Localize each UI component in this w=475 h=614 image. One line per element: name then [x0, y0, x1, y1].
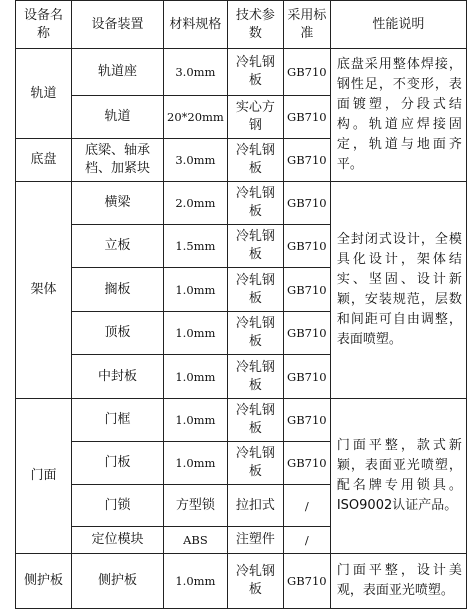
device-cell: 侧护板 — [72, 554, 164, 609]
device-cell: 立板 — [72, 225, 164, 268]
standard-cell: GB710 — [283, 355, 330, 399]
device-cell: 顶板 — [72, 312, 164, 355]
param-cell: 冷轧钢板 — [227, 442, 283, 485]
standard-cell: GB710 — [283, 49, 330, 96]
table-row — [16, 399, 467, 442]
param-cell: 注塑件 — [227, 527, 283, 554]
standard-cell: GB710 — [283, 312, 330, 355]
header-row — [16, 1, 467, 49]
standard-cell: GB710 — [283, 139, 330, 182]
param-cell: 冷轧钢板 — [227, 182, 283, 225]
standard-cell: GB710 — [283, 442, 330, 485]
param-cell: 实心方钢 — [227, 96, 283, 139]
param-cell: 冷轧钢板 — [227, 554, 283, 609]
header-device: 设备装置 — [72, 1, 164, 49]
category-cell: 底盘 — [16, 139, 72, 182]
table-row — [16, 49, 467, 96]
standard-cell: GB710 — [283, 96, 330, 139]
device-cell: 门框 — [72, 399, 164, 442]
material-cell: 1.0mm — [164, 312, 228, 355]
category-cell: 轨道 — [16, 49, 72, 139]
header-param: 技术参数 — [227, 1, 283, 49]
device-cell: 底梁、轴承档、加紧块 — [72, 139, 164, 182]
param-cell: 冷轧钢板 — [227, 49, 283, 96]
material-cell: 2.0mm — [164, 182, 228, 225]
device-cell: 门锁 — [72, 485, 164, 527]
device-cell: 轨道座 — [72, 49, 164, 96]
material-cell: 1.0mm — [164, 355, 228, 399]
header-material: 材料规格 — [164, 1, 228, 49]
device-cell: 横梁 — [72, 182, 164, 225]
equipment-spec-table — [15, 0, 467, 609]
material-cell: 1.0mm — [164, 442, 228, 485]
category-cell: 架体 — [16, 182, 72, 399]
header-category: 设备名称 — [16, 1, 72, 49]
standard-cell: GB710 — [283, 554, 330, 609]
param-cell: 冷轧钢板 — [227, 312, 283, 355]
performance-cell: 门面平整，设计美观，表面亚光喷塑。 — [330, 554, 466, 609]
performance-cell: 门面平整，款式新颖，表面亚光喷塑，配名牌专用锁具。ISO9002认证产品。 — [330, 399, 466, 554]
device-cell: 定位模块 — [72, 527, 164, 554]
standard-cell: GB710 — [283, 268, 330, 312]
table-row — [16, 182, 467, 225]
header-performance: 性能说明 — [330, 1, 466, 49]
device-cell: 中封板 — [72, 355, 164, 399]
standard-cell: GB710 — [283, 182, 330, 225]
param-cell: 拉扣式 — [227, 485, 283, 527]
device-cell: 门板 — [72, 442, 164, 485]
material-cell: ABS — [164, 527, 228, 554]
category-cell: 门面 — [16, 399, 72, 554]
material-cell: 1.0mm — [164, 554, 228, 609]
param-cell: 冷轧钢板 — [227, 225, 283, 268]
performance-cell: 全封闭式设计，全模具化设计，架体结实、坚固、设计新颖，安装规范，层数和间距可自由调整，表面喷塑。 — [330, 182, 466, 399]
standard-cell: GB710 — [283, 399, 330, 442]
material-cell: 3.0mm — [164, 139, 228, 182]
param-cell: 冷轧钢板 — [227, 268, 283, 312]
standard-cell: / — [283, 527, 330, 554]
device-cell: 轨道 — [72, 96, 164, 139]
param-cell: 冷轧钢板 — [227, 139, 283, 182]
material-cell: 3.0mm — [164, 49, 228, 96]
standard-cell: / — [283, 485, 330, 527]
standard-cell: GB710 — [283, 225, 330, 268]
param-cell: 冷轧钢板 — [227, 355, 283, 399]
header-standard: 采用标准 — [283, 1, 330, 49]
category-cell: 侧护板 — [16, 554, 72, 609]
param-cell: 冷轧钢板 — [227, 399, 283, 442]
table-row — [16, 554, 467, 609]
material-cell: 20*20mm — [164, 96, 228, 139]
material-cell: 1.0mm — [164, 268, 228, 312]
performance-cell: 底盘采用整体焊接，钢性足，不变形，表面镀塑，分段式结构。轨道应焊接固定，轨道与地面齐平。 — [330, 49, 466, 182]
device-cell: 搁板 — [72, 268, 164, 312]
material-cell: 方型锁 — [164, 485, 228, 527]
material-cell: 1.0mm — [164, 399, 228, 442]
material-cell: 1.5mm — [164, 225, 228, 268]
